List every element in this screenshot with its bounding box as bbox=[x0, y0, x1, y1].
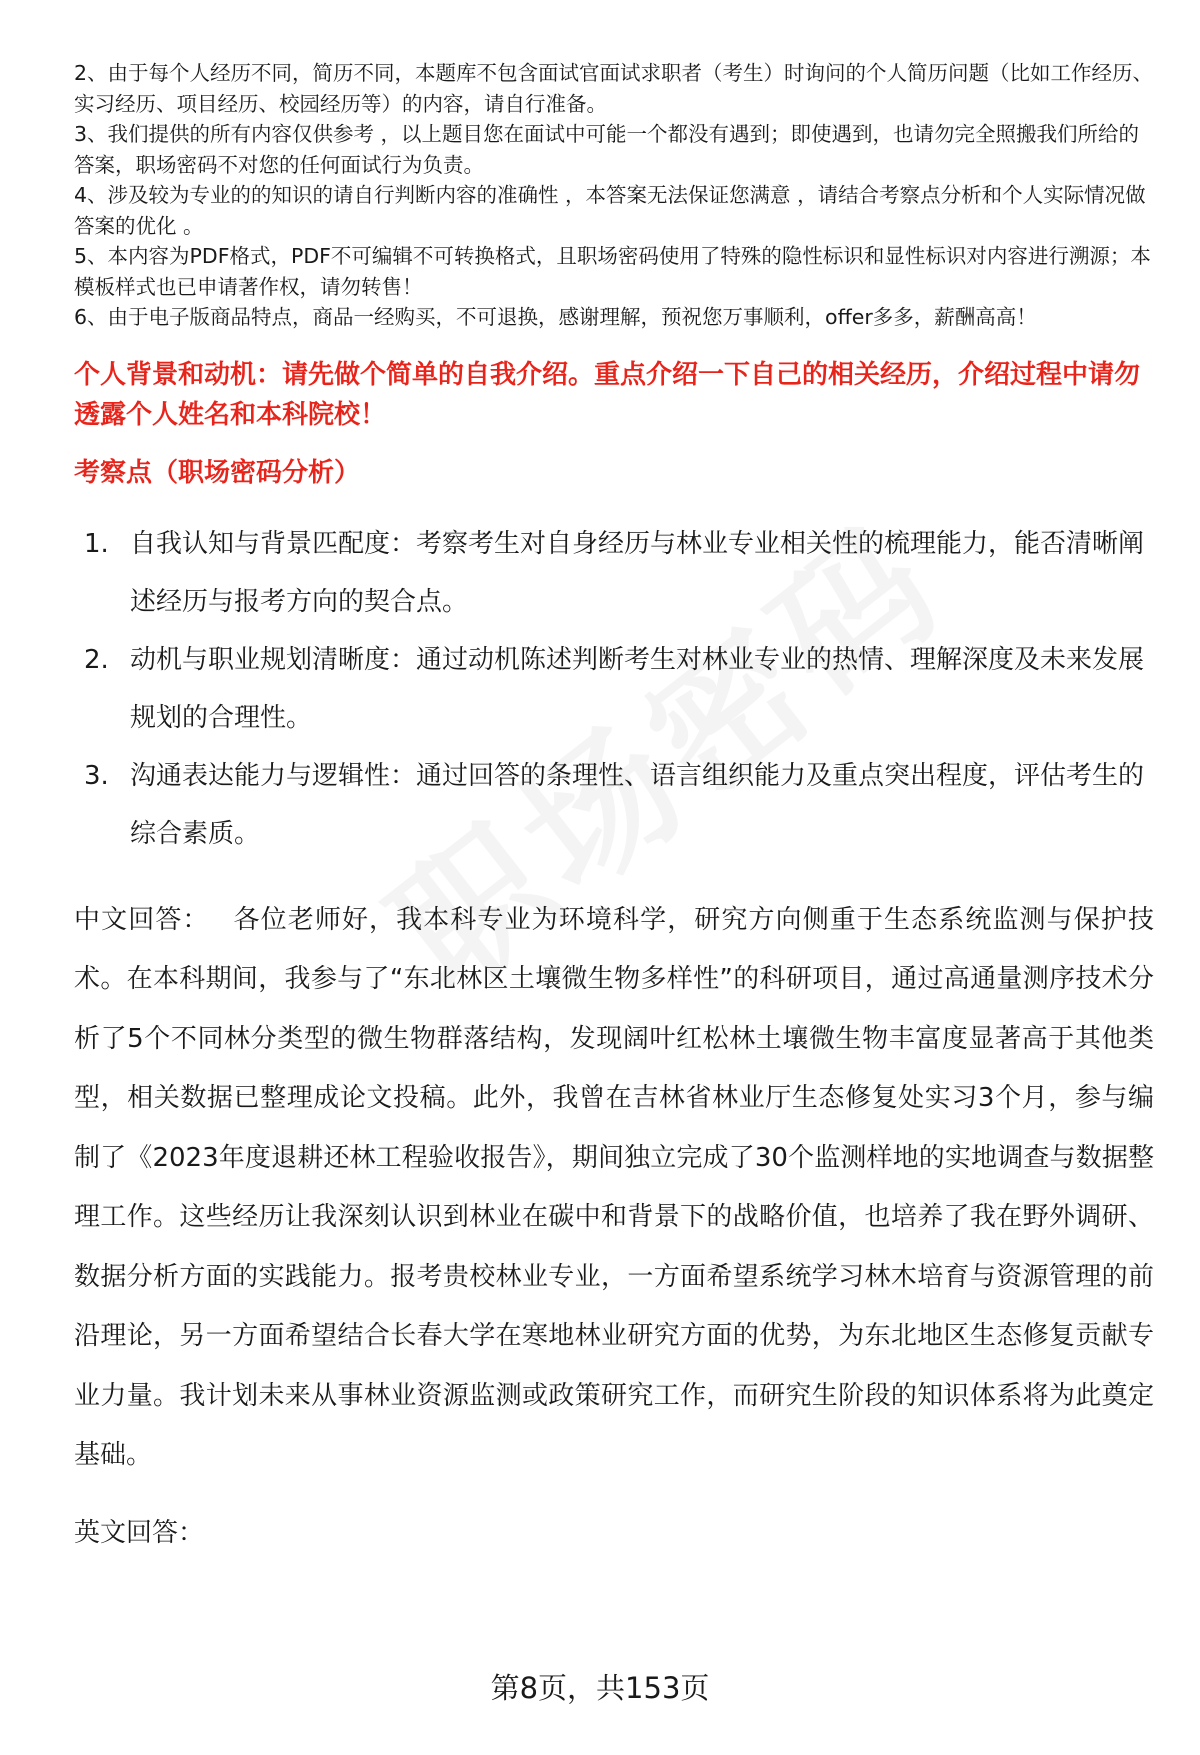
analysis-section-title: 考察点（职场密码分析） bbox=[74, 457, 361, 488]
note-item: 3、我们提供的所有内容仅供参考 ，以上题目您在面试中可能一个都没有遇到；即使遇到，也请勿完全照搬我们所给的答案，职场密码不对您的任何面试行为负责。 bbox=[74, 122, 1140, 177]
analysis-point bbox=[74, 515, 1154, 631]
question-heading: 个人背景和动机：请先做个简单的自我介绍。重点介绍一下自己的相关经历，介绍过程中请勿透露个人姓名和本科院校！ bbox=[74, 359, 1141, 430]
analysis-points bbox=[74, 515, 1154, 863]
note-item: 6、由于电子版商品特点，商品一经购买，不可退换，感谢理解，预祝您万事顺利，offer多多，薪酬高高！ bbox=[74, 305, 1037, 329]
point-text: 自我认知与背景匹配度：考察考生对自身经历与林业专业相关性的梳理能力，能否清晰阐述经历与报考方向的契合点。 bbox=[130, 528, 1145, 617]
point-number: 2. bbox=[84, 644, 109, 675]
page-number-footer: 第8页，共153页 bbox=[490, 1671, 710, 1705]
point-number: 3. bbox=[84, 760, 109, 791]
english-answer-label: 英文回答： bbox=[74, 1517, 205, 1548]
page-content bbox=[74, 58, 1154, 1562]
english-answer bbox=[74, 1504, 1154, 1562]
chinese-answer bbox=[74, 891, 1154, 1486]
analysis-point bbox=[74, 747, 1154, 863]
point-text: 沟通表达能力与逻辑性：通过回答的条理性、语言组织能力及重点突出程度，评估考生的综合素质。 bbox=[130, 760, 1145, 849]
notes-list bbox=[74, 58, 1154, 333]
point-text: 动机与职业规划清晰度：通过动机陈述判断考生对林业专业的热情、理解深度及未来发展规划的合理性。 bbox=[130, 644, 1145, 733]
point-number: 1. bbox=[84, 528, 109, 559]
chinese-answer-label: 中文回答： bbox=[74, 904, 210, 935]
analysis-point bbox=[74, 631, 1154, 747]
note-item: 5、本内容为PDF格式，PDF不可编辑不可转换格式，且职场密码使用了特殊的隐性标识和显性标识对内容进行溯源；本模板样式也已申请著作权，请勿转售！ bbox=[74, 244, 1151, 299]
note-item: 4、涉及较为专业的的知识的请自行判断内容的准确性 ，本答案无法保证您满意 ，请结合考察点分析和个人实际情况做答案的优化 。 bbox=[74, 183, 1146, 238]
note-item: 2、由于每个人经历不同，简历不同，本题库不包含面试官面试求职者（考生）时询问的个人简历问题（比如工作经历、实习经历、项目经历、校园经历等）的内容，请自行准备。 bbox=[74, 61, 1154, 116]
chinese-answer-text: 各位老师好，我本科专业为环境科学，研究方向侧重于生态系统监测与保护技术。在本科期间，我参与了“东北林区土壤微生物多样性”的科研项目，通过高通量测序技术分析了5个不同林分类型的微生物群落结构，发现阔叶红松林土壤微生物丰富度显著高于其他类型，相关数据已整理成论文投稿。此外，我曾在吉林省林业厅生态修复处实习3个月，参与编制了《2023年度退耕还林工程验收报告》，期间独立完成了30个监测样地的实地调查与数据整理工作。这些经历让我深刻认识到林业在碳中和背景下的战略价值，也培养了我在野外调研、数据分析方面的实践能力。报考贵校林业专业，一方面希望系统学习林木培育与资源管理的前沿理论，另一方面希望结合长春大学在寒地林业研究方面的优势，为东北地区生态修复贡献专业力量。我计划未来从事林业资源监测或政策研究工作，而研究生阶段的知识体系将为此奠定基础。 bbox=[74, 904, 1154, 1470]
